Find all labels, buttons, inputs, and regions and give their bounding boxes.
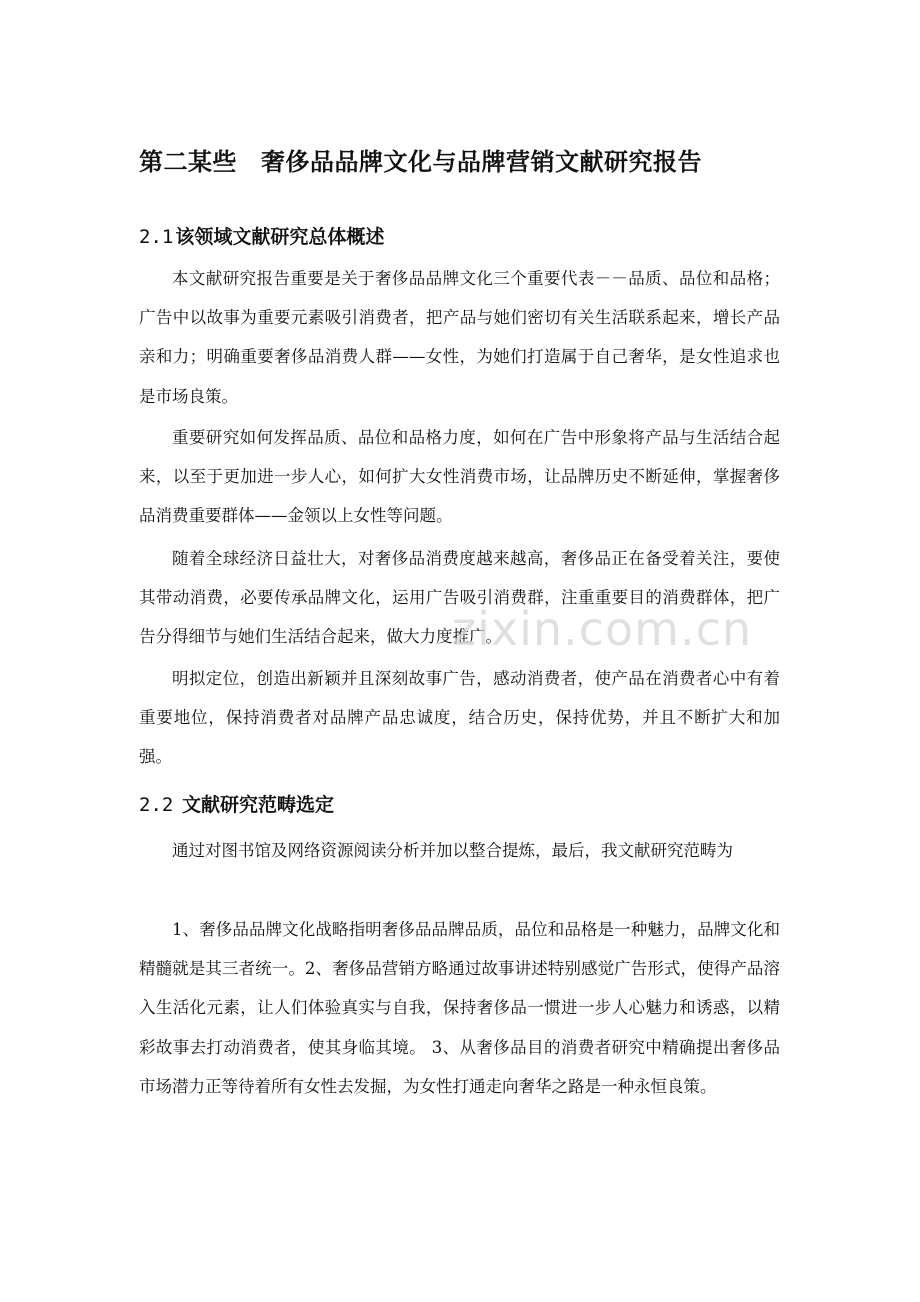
paragraph: 随着全球经济日益壮大，对奢侈品消费度越来越高，奢侈品正在备受着关注，要使其带动消费，必要传承品牌文化，运用广告吸引消费群，注重重要目的消费群体，把广告分得细节与她们生活结合起来，做大力度推广。 (139, 549, 780, 647)
paragraph: 明拟定位，创造出新颖并且深刻故事广告，感动消费者，使产品在消费者心中有着重要地位，保持消费者对品牌产品忠诚度，结合历史，保持优势，并且不断扩大和加强。 (139, 669, 780, 767)
chapter-title-text: 奢侈品品牌文化与品牌营销文献研究报告 (261, 148, 702, 176)
paragraph: 通过对图书馆及网络资源阅读分析并加以整合提炼，最后，我文献研究范畴为 (172, 841, 733, 860)
section-number: 2.1 (139, 226, 174, 248)
paragraph: 本文献研究报告重要是关于奢侈品品牌文化三个重要代表－－品质、品位和品格；广告中以故事为重要元素吸引消费者，把产品与她们密切有关生活联系起来，增长产品亲和力；明确重要奢侈品消费人群——女性，为她们打造属于自己奢华，是女性追求也是市场良策。 (139, 269, 780, 406)
section-heading-2-2 (139, 791, 779, 819)
section-title: 文献研究范畴选定 (181, 794, 334, 816)
paragraph: 1、奢侈品品牌文化战略指明奢侈品品牌品质，品位和品格是一种魅力，品牌文化和精髓就是其三者统一。2、奢侈品营销方略通过故事讲述特别感觉广告形式，使得产品溶入生活化元素，让人们体验真实与自我，保持奢侈品一惯进一步人心魅力和诱惑，以精彩故事去打动消费者，使其身临其境。 3、从奢侈品目的消费者研究中精确提出奢侈品市场潜力正等待着所有女性去发掘，为女性打通走向奢华之路是一种永恒良策。 (139, 920, 780, 1096)
section-heading-2-1 (139, 223, 779, 251)
chapter-number: 第二某些 (139, 148, 237, 176)
section-title: 该领域文献研究总体概述 (175, 226, 385, 248)
watermark: zixin.com.cn (452, 602, 753, 656)
section-number: 2.2 (139, 794, 174, 816)
paragraph: 重要研究如何发挥品质、品位和品格力度，如何在广告中形象将产品与生活结合起来，以至于更加进一步人心，如何扩大女性消费市场，让品牌历史不断延伸，掌握奢侈品消费重要群体——金领以上女性等问题。 (139, 428, 780, 526)
chapter-title (139, 144, 839, 180)
